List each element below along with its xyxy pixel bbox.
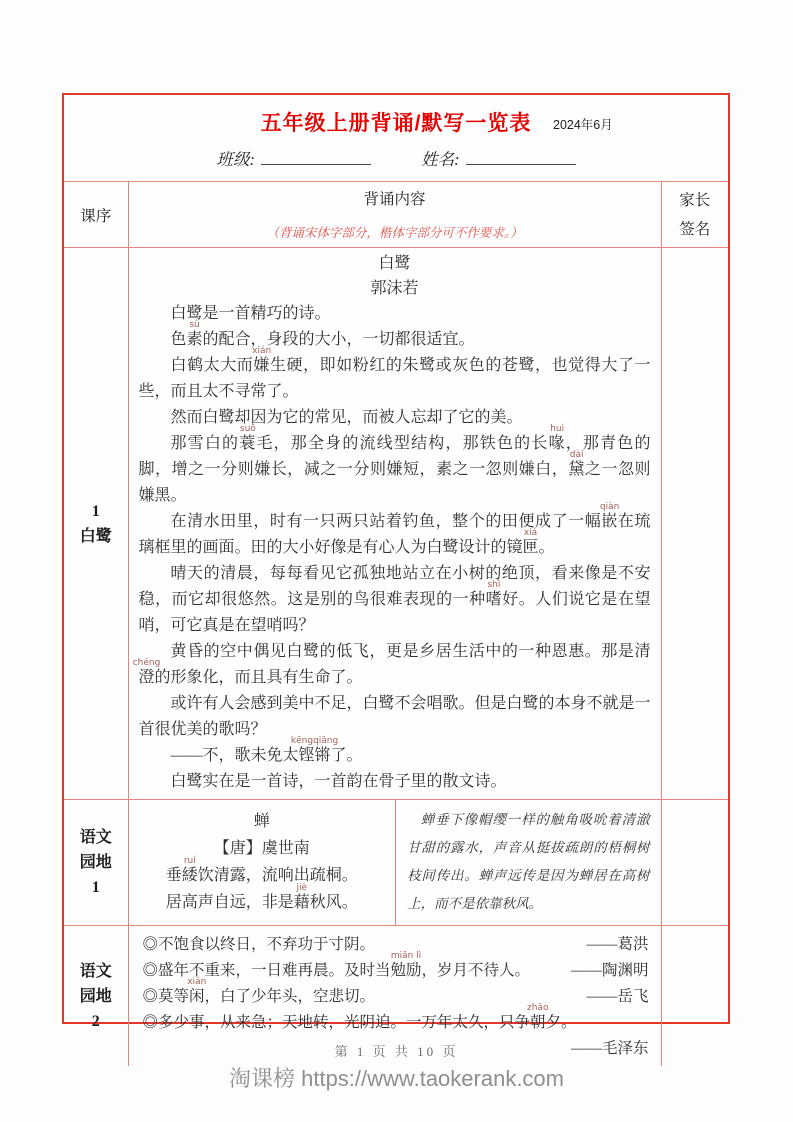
text-line: 语文 xyxy=(79,829,112,846)
pinyin-annotated-char: 朝 zhāo xyxy=(527,1003,549,1031)
pinyin-annotation: shì xyxy=(487,580,501,590)
pinyin-annotated-char: 喙 huì xyxy=(548,424,566,452)
text-line: 家长 xyxy=(679,191,711,209)
class-label: 班级: xyxy=(216,150,255,169)
quote-text: ◎多少事，从来急；天地转，光阴迫。一万年太久，只争朝 zhāo 夕。 xyxy=(142,1003,577,1031)
quote-author: ——葛洪 xyxy=(586,936,649,953)
prose-paragraph: 白鹭实在是一首诗，一首韵在骨子里的散文诗。 xyxy=(170,773,507,790)
prose-paragraph: 晴天的清晨，每每看见它孤独地站立在小树的绝顶，看来像是不安稳，而它却很悠然。这是别的鸟很难表现的一种嗜 shì 好。人们说它是在望哨，可它真是在望哨吗？ xyxy=(138,565,651,634)
date-label: 2024年6月 xyxy=(553,118,613,132)
pinyin-annotated-char: 铿锵 kēngqiāng xyxy=(290,736,339,764)
header-sign-col xyxy=(661,182,728,248)
yuandi1-label-cell xyxy=(64,800,128,926)
class-name-line xyxy=(64,146,728,170)
text-line: 1 xyxy=(91,879,100,896)
text-line: 园地 xyxy=(79,987,112,1005)
pinyin-annotation: qiàn xyxy=(599,502,620,512)
page-number: 第 1 页 共 10 页 xyxy=(334,1044,459,1059)
table-header-row xyxy=(64,182,728,248)
watermark-url: 淘课榜 https://www.taokerank.com xyxy=(229,1066,564,1091)
poem-lines xyxy=(129,856,396,916)
quote-author: ——陶渊明 xyxy=(570,962,649,979)
quote-line xyxy=(142,977,649,1010)
poem-pane xyxy=(129,800,397,925)
text-line: 1 xyxy=(91,502,100,520)
pinyin-annotated-char: 藉 jiè xyxy=(293,883,310,911)
prose-paragraph: 那雪白的蓑 suō 毛，那全身的流线型结构，那铁色的长喙 huì ，那青色的脚，增之一分则嫌长，减之一分则嫌短，素之一忽则嫌白，黛 dài 之一忽则嫌黑。 xyxy=(138,424,651,504)
prose-paragraph: 黄昏的空中偶见白鹭的低飞，更是乡居生活中的一种恩惠。那是清澄 chéng 的形象化，而且具有生命了。 xyxy=(132,643,651,686)
text-line: 垂緌 ruí 饮清露，流响出疏桐。 xyxy=(165,856,358,884)
prose-paragraph: 白鹭是一首精巧的诗。 xyxy=(170,305,331,322)
quote-author: ——岳飞 xyxy=(586,988,649,1005)
pinyin-annotation: sù xyxy=(189,320,200,330)
page-title: 五年级上册背诵/默写一览表 xyxy=(260,112,532,135)
poem-note-text: 蝉垂下像帽缨一样的触角吸吮着清澈甘甜的露水，声音从挺拔疏朗的梧桐树枝间传出。蝉声远传是因为蝉居在高树上，而不是依靠秋风。 xyxy=(407,812,650,911)
pinyin-annotation: kēngqiāng xyxy=(290,736,339,746)
yuandi1-sign-cell xyxy=(661,800,728,926)
prose-paragraph: 然而白鹭却因为它的常见，而被人忘却了它的美。 xyxy=(170,409,523,426)
yuandi1-content-cell xyxy=(128,800,661,926)
text-line: 2 xyxy=(91,1012,100,1030)
table-row-lesson1 xyxy=(64,248,728,800)
lesson1-label-cell xyxy=(64,248,128,800)
prose-paragraph: ——不，歌未免太铿锵 kēngqiāng 了。 xyxy=(170,736,363,764)
pinyin-annotation: jiè xyxy=(296,883,308,893)
pinyin-annotated-char: 勉励 miǎn lì xyxy=(390,951,422,979)
pinyin-annotated-char: 蓑 suō xyxy=(239,424,257,452)
content-col-note: （背诵宋体字部分，楷体字部分可不作要求。） xyxy=(266,226,523,240)
pinyin-annotated-char: 嫌 xián xyxy=(252,346,272,374)
lesson1-content-cell xyxy=(128,248,661,800)
pinyin-annotated-char: 澄 chéng xyxy=(132,658,161,686)
text-line: 白鹭 xyxy=(79,527,112,545)
pinyin-annotated-char: 嗜 shì xyxy=(485,580,503,608)
text-line: 签名 xyxy=(679,220,711,238)
pinyin-annotated-char: 黛 dài xyxy=(568,450,585,478)
title-area xyxy=(64,95,728,181)
pinyin-annotation: ruí xyxy=(183,856,196,866)
content-col-title: 背诵内容 xyxy=(363,191,426,208)
pinyin-annotation: zhāo xyxy=(527,1003,549,1013)
class-blank-line xyxy=(261,149,371,165)
prose-paragraph: 或许有人会感到美中不足，白鹭不会唱歌。但是白鹭的本身不就是一首很优美的歌吗？ xyxy=(138,695,651,738)
name-blank-line xyxy=(466,149,576,165)
recitation-table xyxy=(64,181,728,1066)
text-line: 园地 xyxy=(79,854,112,871)
prose-body xyxy=(132,301,651,795)
prose-paragraph: 色素 sù 的配合，身段的大小，一切都很适宜。 xyxy=(170,320,475,348)
pinyin-annotation: xián xyxy=(252,346,272,356)
pinyin-annotation: miǎn lì xyxy=(390,951,422,961)
pinyin-annotated-char: 緌 ruí xyxy=(181,856,198,884)
pinyin-annotation: xiá xyxy=(523,528,538,538)
lesson1-sign-cell xyxy=(661,248,728,800)
poem-title: 蝉 xyxy=(253,813,270,830)
prose-paragraph: 白鹤太大而嫌 xián 生硬，即如粉红的朱鹭或灰色的苍鹭，也觉得大了一些，而且太不寻常了。 xyxy=(138,346,651,400)
pinyin-annotated-char: 素 sù xyxy=(186,320,203,348)
quote-text: ◎莫等闲 xián ，白了少年头，空悲切。 xyxy=(142,977,376,1005)
pinyin-annotation: huì xyxy=(550,424,565,434)
pinyin-annotation: chéng xyxy=(132,658,161,668)
header-lesson-col: 课序 xyxy=(64,182,128,248)
table-row-yuwenyuandi1 xyxy=(64,800,728,926)
header-content-col xyxy=(128,182,661,248)
quote-text: ◎不饱食以终日，不弃功于寸阴。 xyxy=(142,936,376,953)
text-line: 语文 xyxy=(79,962,112,980)
text-line: 居高声自远，非是藉 jiè 秋风。 xyxy=(165,883,358,911)
pinyin-annotation: dài xyxy=(569,450,584,460)
quote-text: ◎盛年不重来，一日难再晨。及时当勉励 miǎn lì ，岁月不待人。 xyxy=(142,951,531,979)
pinyin-annotated-char: 嵌 qiàn xyxy=(599,502,620,530)
poem-author: 【唐】虞世南 xyxy=(213,840,310,857)
prose-title: 白鹭 xyxy=(378,255,411,272)
name-label: 姓名: xyxy=(421,150,460,169)
quote-line xyxy=(142,951,649,984)
pinyin-annotated-char: 闲 xián xyxy=(187,977,207,1005)
pinyin-annotated-char: 匣 xiá xyxy=(522,528,539,556)
pinyin-annotation: suō xyxy=(239,424,256,434)
quote-author: ——毛泽东 xyxy=(570,1040,649,1057)
pinyin-annotation: xián xyxy=(187,977,207,987)
prose-author: 郭沫若 xyxy=(370,280,419,297)
quote-line xyxy=(142,1003,649,1036)
poem-note-pane xyxy=(396,800,660,925)
prose-paragraph: 在清水田里，时有一只两只站着钓鱼，整个的田便成了一幅嵌 qiàn 在琉璃框里的画面。田的大小好像是有心人为白鹭设计的镜匣 xiá 。 xyxy=(138,502,651,556)
